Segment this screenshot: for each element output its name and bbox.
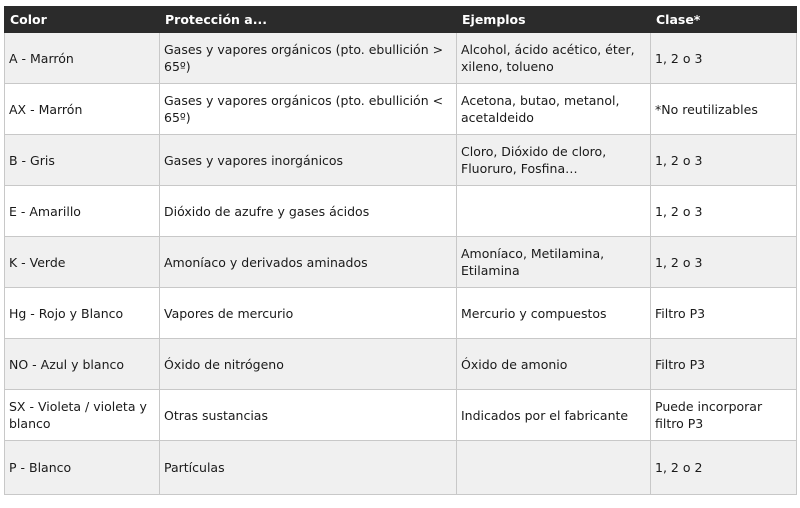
table-row bbox=[5, 441, 797, 495]
cell-color: P - Blanco bbox=[5, 441, 160, 495]
cell-class: 1, 2 o 3 bbox=[651, 33, 797, 84]
filter-table-container bbox=[4, 6, 796, 495]
cell-class: Filtro P3 bbox=[651, 339, 797, 390]
cell-examples: Indicados por el fabricante bbox=[457, 390, 651, 441]
cell-color: K - Verde bbox=[5, 237, 160, 288]
cell-examples: Alcohol, ácido acético, éter, xileno, tolueno bbox=[457, 33, 651, 84]
cell-examples: Acetona, butao, metanol, acetaldeido bbox=[457, 84, 651, 135]
cell-class: Puede incorporar filtro P3 bbox=[651, 390, 797, 441]
cell-color: AX - Marrón bbox=[5, 84, 160, 135]
cell-examples bbox=[457, 441, 651, 495]
cell-examples: Mercurio y compuestos bbox=[457, 288, 651, 339]
table-body bbox=[5, 33, 797, 495]
cell-class: 1, 2 o 3 bbox=[651, 135, 797, 186]
table-row bbox=[5, 33, 797, 84]
cell-protection: Vapores de mercurio bbox=[160, 288, 457, 339]
cell-color: NO - Azul y blanco bbox=[5, 339, 160, 390]
header-examples: Ejemplos bbox=[457, 7, 651, 33]
header-protection: Protección a... bbox=[160, 7, 457, 33]
header-color: Color bbox=[5, 7, 160, 33]
cell-protection: Partículas bbox=[160, 441, 457, 495]
cell-color: Hg - Rojo y Blanco bbox=[5, 288, 160, 339]
cell-protection: Amoníaco y derivados aminados bbox=[160, 237, 457, 288]
cell-examples: Óxido de amonio bbox=[457, 339, 651, 390]
cell-protection: Óxido de nitrógeno bbox=[160, 339, 457, 390]
cell-class: *No reutilizables bbox=[651, 84, 797, 135]
cell-class: 1, 2 o 3 bbox=[651, 237, 797, 288]
filter-color-table bbox=[4, 6, 797, 495]
cell-protection: Gases y vapores orgánicos (pto. ebullición < 65º) bbox=[160, 84, 457, 135]
cell-color: B - Gris bbox=[5, 135, 160, 186]
table-row bbox=[5, 186, 797, 237]
cell-color: E - Amarillo bbox=[5, 186, 160, 237]
table-row bbox=[5, 390, 797, 441]
cell-color: SX - Violeta / violeta y blanco bbox=[5, 390, 160, 441]
cell-color: A - Marrón bbox=[5, 33, 160, 84]
table-header bbox=[5, 7, 797, 33]
cell-examples: Amoníaco, Metilamina, Etilamina bbox=[457, 237, 651, 288]
cell-examples: Cloro, Dióxido de cloro, Fluoruro, Fosfina… bbox=[457, 135, 651, 186]
header-row bbox=[5, 7, 797, 33]
table-row bbox=[5, 84, 797, 135]
cell-class: 1, 2 o 3 bbox=[651, 186, 797, 237]
table-row bbox=[5, 339, 797, 390]
cell-class: 1, 2 o 2 bbox=[651, 441, 797, 495]
table-row bbox=[5, 135, 797, 186]
table-row bbox=[5, 288, 797, 339]
cell-examples bbox=[457, 186, 651, 237]
cell-protection: Gases y vapores inorgánicos bbox=[160, 135, 457, 186]
cell-protection: Otras sustancias bbox=[160, 390, 457, 441]
cell-protection: Gases y vapores orgánicos (pto. ebullición > 65º) bbox=[160, 33, 457, 84]
header-class: Clase* bbox=[651, 7, 797, 33]
cell-protection: Dióxido de azufre y gases ácidos bbox=[160, 186, 457, 237]
table-row bbox=[5, 237, 797, 288]
cell-class: Filtro P3 bbox=[651, 288, 797, 339]
